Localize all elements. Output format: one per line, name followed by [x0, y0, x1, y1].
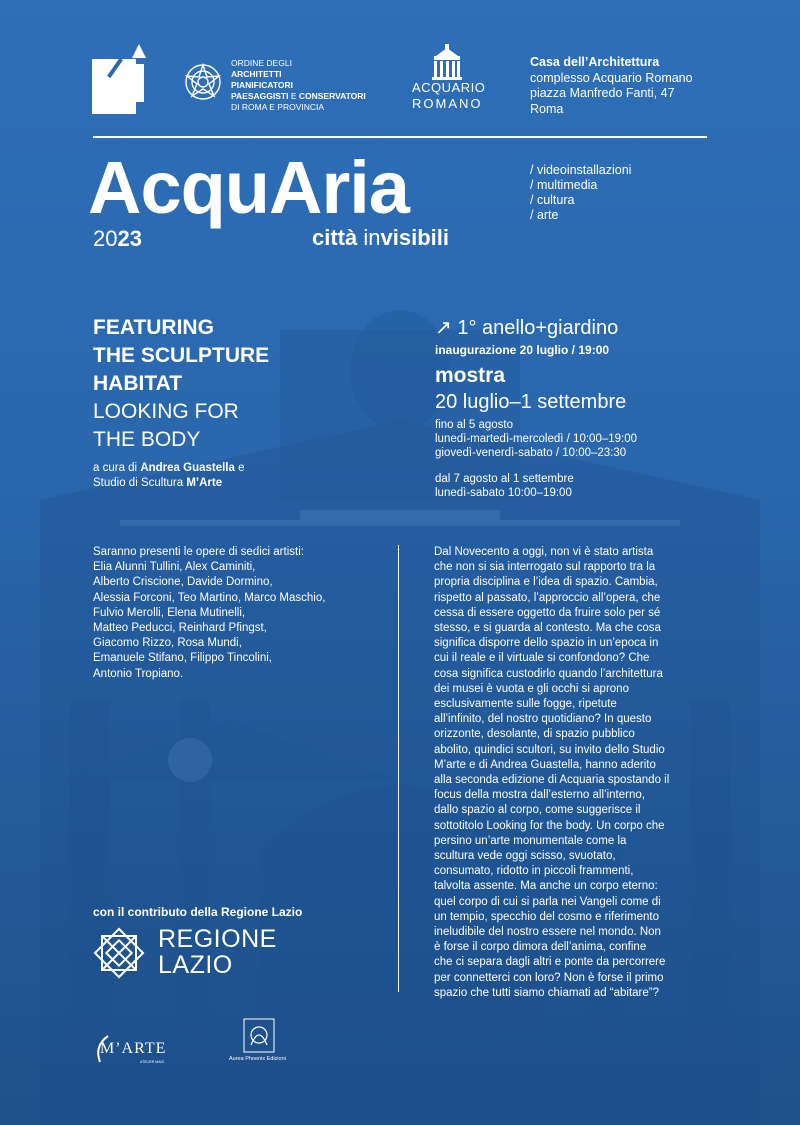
essay-line: che ci separa dagli altri e ponte da percorrere — [434, 956, 666, 969]
year-light: 20 — [93, 226, 118, 251]
column-divider — [398, 545, 399, 992]
event-info — [435, 316, 637, 500]
regione-lazio-emblem — [90, 924, 148, 982]
schedule-1-b: lunedì-martedì-mercoledì / 10:00–19:00 — [435, 433, 638, 445]
essay-line: significa disporre dello spazio in un’epoca in — [434, 637, 659, 650]
regione-lazio-text — [158, 926, 277, 978]
ordine-line3: PIANIFICATORI — [231, 80, 294, 90]
venue-line1: complesso Acquario Romano — [530, 70, 693, 85]
subtitle-light: in — [357, 225, 381, 250]
essay-line: talvolta assente. Ma anche un corpo eterno: — [434, 880, 658, 893]
main-title: AcquAria — [88, 146, 409, 229]
artists-line: Alessia Forconi, Teo Martino, Marco Maschio, — [93, 591, 326, 604]
ordine-architetti-text — [231, 58, 366, 113]
tags-list — [530, 163, 631, 223]
essay-line: cosa significa custodirlo quando l’architettura — [434, 667, 663, 680]
header-divider — [93, 136, 707, 138]
acquario-logo-word2: ROMANO — [412, 96, 483, 111]
subtitle-bold2: visibili — [380, 225, 449, 250]
essay-line: che non si sia interrogato sul rapporto tra la — [434, 561, 656, 574]
title-year — [93, 226, 142, 252]
event-location: ↗ 1° anello+giardino — [435, 317, 619, 339]
ordine-line4a: PAESAGGISTI — [231, 91, 289, 101]
artists-line: Emanuele Stifano, Filippo Tincolini, — [93, 652, 272, 665]
essay-line: all’infinito, del nostro quotidiano? In questo — [434, 713, 652, 726]
schedule-2-a: dal 7 agosto al 1 settembre — [435, 473, 574, 485]
looking-line1: LOOKING FOR — [93, 400, 239, 423]
tag-item: / videoinstallazioni — [530, 163, 632, 177]
ordine-line4b: E — [288, 91, 299, 101]
essay-line: focus della mostra dall’esterno all’interno, — [434, 789, 645, 802]
artists-line: Alberto Criscione, Davide Dormino, — [93, 576, 273, 589]
venue-line3: Roma — [530, 101, 564, 116]
featuring-line1: FEATURING — [93, 316, 214, 339]
artists-line: Matteo Peducci, Reinhard Pfingst, — [93, 622, 267, 635]
essay-line: abolito, quindici scultori, su invito dello Studio — [434, 743, 665, 756]
looking-line2: THE BODY — [93, 428, 201, 451]
featuring-line3: HABITAT — [93, 372, 183, 395]
featuring-line2: THE SCULPTURE — [93, 344, 270, 367]
aurea-phoenix-logo — [243, 1015, 275, 1053]
contribution-note: con il contributo della Regione Lazio — [93, 905, 303, 919]
ordine-line5: DI ROMA E PROVINCIA — [231, 102, 325, 112]
essay-line: dei musei è vuota e gli occhi si aprono — [434, 682, 629, 695]
essay-line: per connetterci con loro? Non è forse il primo — [434, 971, 664, 984]
essay-line: sottotitolo Looking for the body. Un corpo che — [434, 819, 665, 832]
essay-line: cui il reale e il virtuale si confondono? Che — [434, 652, 650, 665]
tag-item: / multimedia — [530, 178, 598, 192]
tag-item: / arte — [530, 208, 559, 222]
artists-line: Antonio Tropiano. — [93, 667, 184, 680]
schedule-1-a: fino al 5 agosto — [435, 419, 514, 431]
venue-name: Casa dell’Architettura — [530, 55, 660, 69]
essay-line: scultura vede oggi scisso, svuotato, — [434, 850, 616, 863]
curator-name: Andrea Guastella — [140, 462, 235, 474]
studio-prefix: Studio di Scultura — [93, 477, 187, 489]
essay-line: consumato, ridotto in piccoli frammenti, — [434, 865, 634, 878]
tag-item: / cultura — [530, 193, 575, 207]
venue-line2: piazza Manfredo Fanti, 47 — [530, 86, 675, 100]
studio-name: M’Arte — [186, 477, 223, 489]
essay-line: dallo spazio al corpo, come suggerisce il — [434, 804, 641, 817]
casa-architettura-logo — [92, 44, 150, 114]
artists-line: Fulvio Merolli, Elena Mutinelli, — [93, 606, 246, 619]
schedule-2-b: lunedì-sabato 10:00–19:00 — [435, 487, 572, 499]
essay-line: spazio che tutti siamo chiamati ad “abitare”? — [434, 986, 659, 999]
essay-line: un tempio, specchio del cosmo e riferimento — [434, 910, 659, 923]
essay-line: cessa di essere oggetto da fruire solo per sé — [434, 606, 661, 619]
essay-line: persino un’arte monumentale come la — [434, 834, 627, 847]
acquario-building-icon — [412, 44, 482, 80]
essay-line: rispetto al passato, l’approccio all’opera, che — [434, 591, 661, 604]
event-dates: 20 luglio–1 settembre — [435, 391, 627, 413]
essay-line: propria disciplina e l’idea di spazio. Cambia, — [434, 576, 658, 589]
exhibition-heading — [93, 314, 269, 454]
event-inauguration: inaugurazione 20 luglio / 19:00 — [435, 343, 610, 357]
essay-line: stesso, e si guarda al contesto. Ma che cosa — [434, 622, 661, 635]
curated-by — [93, 461, 245, 491]
essay-line: M’arte e di Andrea Guastella, hanno aderito — [434, 758, 656, 771]
curated-prefix: a cura di — [93, 462, 141, 474]
regione-line2: LAZIO — [158, 951, 233, 979]
artists-line: Saranno presenti le opere di sedici artisti: — [93, 546, 304, 558]
schedule-1-c: giovedì-venerdì-sabato / 10:00–23:30 — [435, 447, 627, 459]
year-bold: 23 — [117, 226, 142, 251]
artists-line: Elia Alunni Tullini, Alex Caminiti, — [93, 561, 256, 574]
ordine-architetti-emblem — [183, 60, 223, 104]
title-subtitle — [312, 225, 449, 251]
essay-line: ineludibile del nostro essere nel mondo. Non — [434, 926, 661, 939]
curated-and: e — [234, 462, 245, 474]
acquario-logo-word1: ACQUARIO — [412, 80, 486, 95]
event-mostra-label: mostra — [435, 364, 506, 387]
essay-line: quel corpo di cui si parla nei Vangeli come di — [434, 895, 661, 908]
essay-line: è forse il corpo dimora dell’anima, confine — [434, 941, 647, 954]
aurea-phoenix-text: Aurea Phoenix Edizioni — [229, 1056, 286, 1062]
essay-line: alla seconda edizione di Acquaria spostando il — [434, 774, 670, 787]
artists-line: Giacomo Rizzo, Rosa Mundi, — [93, 637, 242, 650]
marte-logo-text: M’ARTE — [100, 1040, 167, 1057]
artists-list — [93, 545, 378, 682]
ordine-line4c: CONSERVATORI — [298, 91, 366, 101]
regione-line1: REGIONE — [158, 925, 277, 953]
ordine-line2: ARCHITETTI — [231, 69, 282, 79]
essay-line: esclusivamente sulle fogge, ripetute — [434, 698, 617, 711]
marte-logo-subtext: ATELIER MAGI — [140, 1060, 165, 1064]
ordine-line1: ORDINE DEGLI — [231, 58, 292, 68]
essay-line: orizzonte, desolante, di spazio pubblico — [434, 728, 635, 741]
schedule-1 — [435, 418, 637, 460]
essay-line: Dal Novecento a oggi, non vi è stato artista — [434, 546, 654, 558]
acquario-romano-logo — [412, 44, 486, 116]
schedule-2 — [435, 472, 637, 500]
essay-text — [434, 545, 709, 1001]
subtitle-bold1: città — [312, 225, 358, 250]
venue-address — [530, 55, 693, 117]
